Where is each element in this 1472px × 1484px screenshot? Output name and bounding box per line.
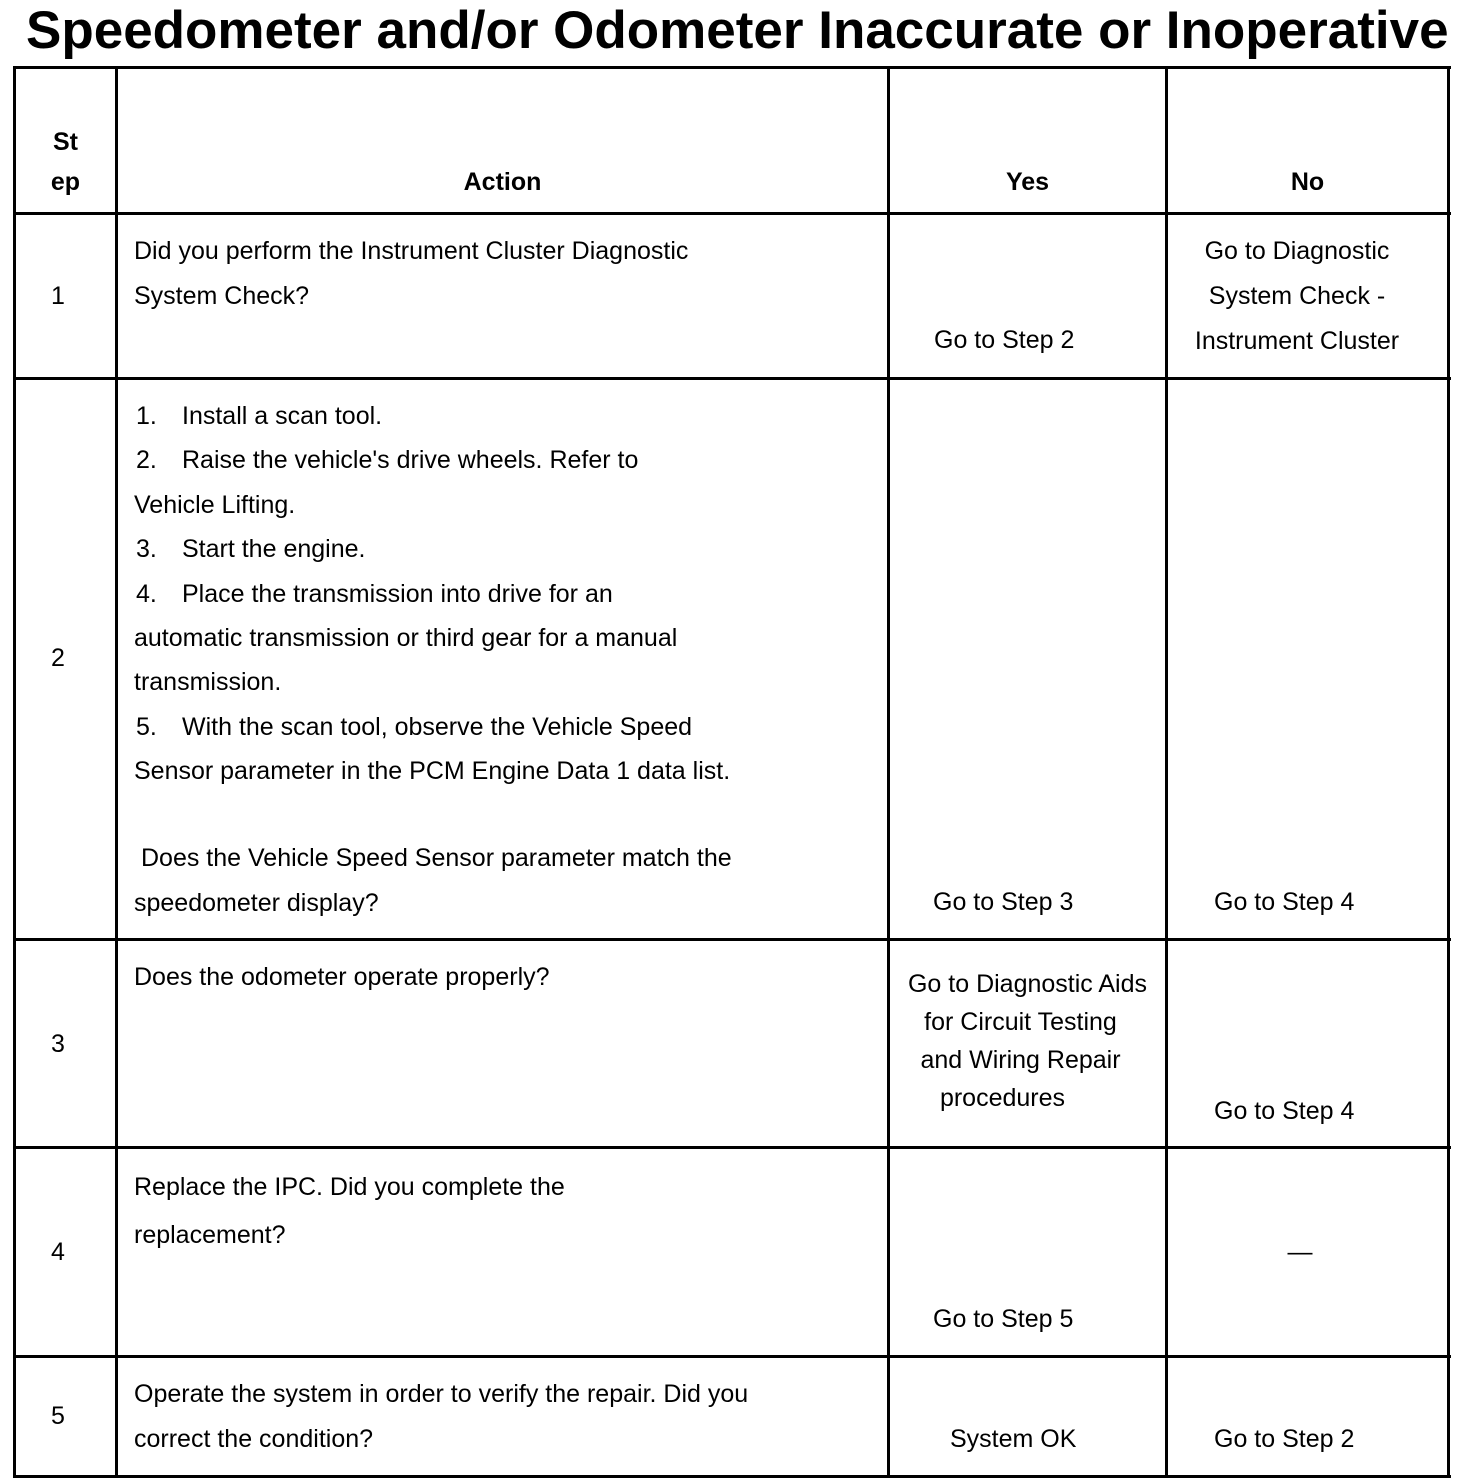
question-line: speedometer display? [134, 889, 379, 917]
yes-link[interactable] [890, 965, 1165, 1117]
step-number: 2 [51, 644, 65, 672]
step-item: 5. With the scan tool, observe the Vehicle Speed [136, 712, 693, 741]
yes-link[interactable]: System OK [950, 1425, 1077, 1453]
row-divider [13, 377, 1451, 380]
table-border-top [13, 66, 1451, 69]
step-item: Sensor parameter in the PCM Engine Data 1 data list. [134, 757, 731, 786]
table-border-bottom [13, 1475, 1451, 1478]
step-number: 3 [51, 1030, 65, 1058]
no-link[interactable] [1168, 229, 1426, 364]
action-text [134, 1372, 748, 1462]
no-link[interactable]: Go to Step 4 [1214, 888, 1355, 916]
no-line: System Check - [1208, 282, 1386, 310]
step-item: automatic transmission or third gear for a manual [134, 624, 678, 653]
header-no: No [1290, 168, 1325, 196]
no-link[interactable]: Go to Step 4 [1214, 1097, 1355, 1125]
column-divider [115, 66, 118, 1478]
header-action: Action [463, 168, 542, 196]
no-line: Instrument Cluster [1194, 327, 1400, 355]
header-yes: Yes [1005, 168, 1050, 196]
no-link[interactable]: Go to Step 2 [1214, 1425, 1355, 1453]
action-text [134, 229, 688, 319]
action-line: System Check? [134, 282, 310, 310]
table-border-right [1447, 66, 1450, 1478]
action-line: Did you perform the Instrument Cluster Diagnostic [134, 237, 689, 265]
action-line: Replace the IPC. Did you complete the [134, 1173, 565, 1201]
row-divider [13, 1146, 1451, 1149]
action-text [134, 1163, 565, 1259]
action-line: Operate the system in order to verify the repair. Did you [134, 1380, 749, 1408]
row-divider [13, 938, 1451, 941]
question-line: Does the Vehicle Speed Sensor parameter match the [141, 844, 732, 872]
step-item: 4. Place the transmission into drive for an [136, 579, 613, 608]
no-line: Go to Diagnostic [1204, 237, 1390, 265]
action-steps [134, 394, 730, 794]
column-divider [887, 66, 890, 1478]
step-item: 3. Start the engine. [136, 535, 366, 564]
action-line: replacement? [134, 1221, 286, 1249]
header-step-line2: ep [50, 168, 81, 196]
step-number: 5 [51, 1402, 65, 1430]
yes-line: and Wiring Repair [920, 1046, 1121, 1074]
step-item: transmission. [134, 668, 282, 697]
question-text [134, 836, 732, 926]
action-line: correct the condition? [134, 1425, 374, 1453]
action-text: Does the odometer operate properly? [134, 963, 550, 991]
yes-line: procedures [939, 1084, 1066, 1112]
header-step [16, 122, 115, 202]
yes-line: for Circuit Testing [924, 1008, 1117, 1036]
yes-link[interactable]: Go to Step 3 [933, 888, 1074, 916]
step-item: 2. Raise the vehicle's drive wheels. Refer to [136, 446, 639, 475]
yes-link[interactable]: Go to Step 2 [934, 326, 1075, 354]
step-number: 1 [51, 282, 65, 310]
row-divider [13, 212, 1451, 215]
step-item: Vehicle Lifting. [134, 490, 296, 519]
yes-line: Go to Diagnostic Aids [907, 970, 1147, 998]
step-number: 4 [51, 1238, 65, 1266]
step-item: 1. Install a scan tool. [136, 402, 383, 430]
row-divider [13, 1355, 1451, 1358]
page-title: Speedometer and/or Odometer Inaccurate or Inoperative [26, 1, 1449, 60]
header-step-line1: St [53, 128, 78, 156]
no-dash: — [1287, 1238, 1313, 1266]
yes-link[interactable]: Go to Step 5 [933, 1305, 1074, 1333]
